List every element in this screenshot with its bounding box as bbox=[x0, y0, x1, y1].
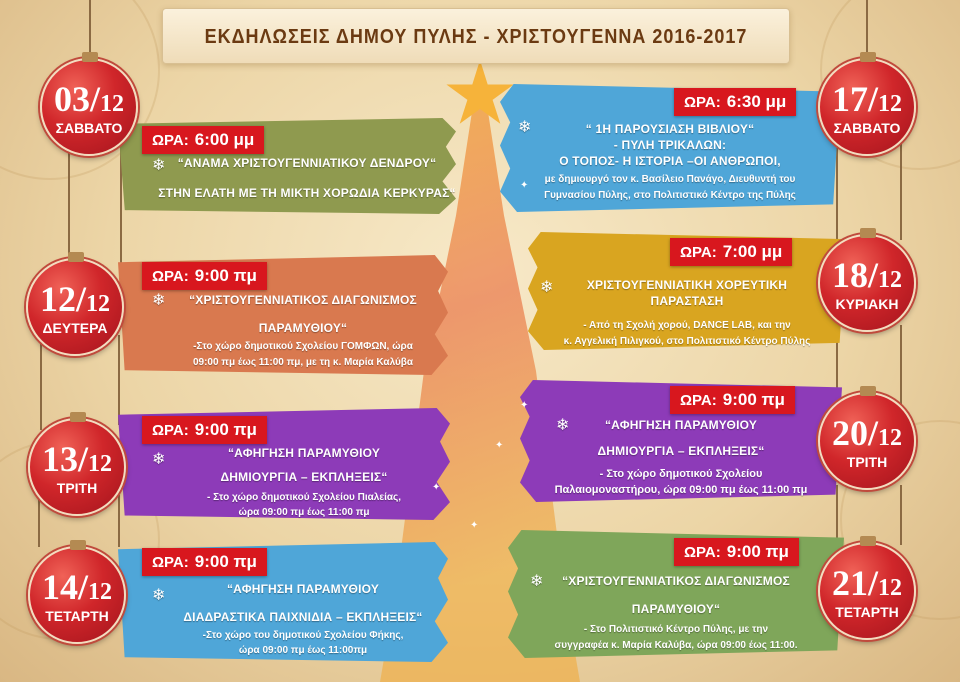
sparkle-icon: ✦ bbox=[470, 520, 479, 531]
snowflake-icon: ❄ bbox=[152, 587, 166, 604]
event-month: 12 bbox=[878, 425, 902, 451]
ornament-cap bbox=[82, 52, 98, 62]
event-title: ΠΑΡΑΜΥΘΙΟΥ“ bbox=[631, 602, 721, 616]
event-title: “ΧΡΙΣΤΟΥΓΕΝΝΙΑΤΙΚΟΣ ΔΙΑΓΩΝΙΣΜΟΣ bbox=[562, 574, 790, 588]
time-value: 9:00 πμ bbox=[722, 390, 785, 409]
snowflake-icon: ❄ bbox=[530, 573, 544, 590]
event-day: 20/ bbox=[831, 413, 878, 453]
time-badge bbox=[670, 386, 795, 414]
date-ornament bbox=[818, 58, 916, 156]
event-weekday: ΤΕΤΑΡΤΗ bbox=[45, 608, 109, 624]
event-details: -Στο χώρο δημοτικού Σχολείου ΓΟΜΦΩΝ, ώρα bbox=[193, 341, 413, 352]
event-date bbox=[820, 562, 914, 604]
event-month: 12 bbox=[86, 291, 110, 317]
ornament-string bbox=[68, 150, 70, 262]
event-date bbox=[28, 278, 122, 320]
date-ornament bbox=[28, 546, 126, 644]
event-title: ΠΑΡΑΣΤΑΣΗ bbox=[650, 294, 724, 308]
event-details: κ. Αγγελική Πιλιγκού, στο Πολιτιστικό Κέντρο Πύλης bbox=[563, 336, 811, 347]
ornament-cap bbox=[860, 536, 876, 546]
page-title: ΕΚΔΗΛΩΣΕΙΣ ΔΗΜΟΥ ΠΥΛΗΣ - ΧΡΙΣΤΟΥΓΕΝΝΑ 2016-2017 bbox=[204, 23, 748, 47]
event-subtitle: Ο ΤΟΠΟΣ- Η ΙΣΤΟΡΙΑ –ΟΙ ΑΝΘΡΩΠΟΙ, bbox=[559, 154, 781, 168]
date-ornament bbox=[26, 258, 124, 356]
snowflake-icon: ❄ bbox=[152, 157, 166, 174]
time-label: ΩΡΑ: bbox=[152, 267, 189, 285]
time-value: 6:30 μμ bbox=[726, 92, 787, 111]
event-subtitle: - ΠΥΛΗ ΤΡΙΚΑΛΩΝ: bbox=[613, 138, 727, 152]
date-ornament bbox=[818, 542, 916, 640]
event-date bbox=[820, 412, 914, 454]
time-label: ΩΡΑ: bbox=[684, 543, 721, 561]
time-label: ΩΡΑ: bbox=[152, 131, 189, 149]
event-details: - Στο Πολιτιστικό Κέντρο Πύλης, με την bbox=[583, 624, 769, 635]
time-badge bbox=[142, 262, 267, 290]
date-ornament bbox=[818, 392, 916, 490]
time-value: 9:00 πμ bbox=[194, 420, 257, 439]
time-label: ΩΡΑ: bbox=[152, 553, 189, 571]
ornament-cap bbox=[860, 386, 876, 396]
event-day: 13/ bbox=[41, 439, 88, 479]
snowflake-icon: ❄ bbox=[152, 451, 166, 468]
event-month: 12 bbox=[88, 451, 112, 477]
event-title: “ΑΦΗΓΗΣΗ ΠΑΡΑΜΥΘΙΟΥ bbox=[226, 582, 380, 596]
event-weekday: ΤΕΤΑΡΤΗ bbox=[835, 604, 899, 620]
time-value: 7:00 μμ bbox=[722, 242, 783, 261]
event-month: 12 bbox=[878, 267, 902, 293]
time-badge bbox=[142, 126, 264, 154]
time-label: ΩΡΑ: bbox=[680, 391, 717, 409]
date-ornament bbox=[818, 234, 916, 332]
time-label: ΩΡΑ: bbox=[680, 243, 717, 261]
event-month: 12 bbox=[878, 91, 902, 117]
event-date bbox=[30, 566, 124, 608]
snowflake-icon: ❄ bbox=[152, 292, 166, 309]
date-ornament bbox=[28, 418, 126, 516]
event-day: 14/ bbox=[41, 567, 88, 607]
sparkle-icon: ✦ bbox=[520, 180, 529, 191]
event-title: ΣΤΗΝ ΕΛΑΤΗ ΜΕ ΤΗ ΜΙΚΤΗ ΧΟΡΩΔΙΑ ΚΕΡΚΥΡΑΣ“ bbox=[158, 186, 456, 200]
ornament-string bbox=[900, 140, 902, 240]
event-title: ΔΗΜΙΟΥΡΓΙΑ – ΕΚΠΛΗΞΕΙΣ“ bbox=[597, 444, 765, 458]
time-badge bbox=[670, 238, 792, 266]
event-weekday: ΣΑΒΒΑΤΟ bbox=[55, 120, 123, 136]
event-weekday: ΔΕΥΤΕΡΑ bbox=[42, 320, 108, 336]
event-title: “ΑΝΑΜΑ ΧΡΙΣΤΟΥΓΕΝΝΙΑΤΙΚΟΥ ΔΕΝΔΡΟΥ“ bbox=[177, 156, 437, 170]
event-title: “ΧΡΙΣΤΟΥΓΕΝΝΙΑΤΙΚΟΣ ΔΙΑΓΩΝΙΣΜΟΣ bbox=[189, 293, 417, 307]
event-date bbox=[42, 78, 136, 120]
ornament-string bbox=[89, 0, 91, 60]
event-title: ΠΑΡΑΜΥΘΙΟΥ“ bbox=[258, 321, 348, 335]
event-title: “ 1Η ΠΑΡΟΥΣΙΑΣΗ ΒΙΒΛΙΟΥ“ bbox=[585, 122, 755, 136]
time-value: 9:00 πμ bbox=[726, 542, 789, 561]
event-details: - Στο χώρο δημοτικού Σχολείου Πιαλείας, bbox=[206, 492, 402, 503]
event-details: - Από τη Σχολή χορού, DANCE LAB, και την bbox=[583, 320, 791, 331]
event-day: 18/ bbox=[831, 255, 878, 295]
event-details: - Στο χώρο δημοτικού Σχολείου bbox=[599, 468, 763, 480]
time-badge bbox=[674, 538, 799, 566]
event-details: ώρα 09:00 πμ έως 11:00πμ bbox=[238, 645, 368, 656]
time-value: 6:00 μμ bbox=[194, 130, 255, 149]
event-day: 03/ bbox=[53, 79, 100, 119]
ornament-cap bbox=[70, 412, 86, 422]
event-date bbox=[820, 78, 914, 120]
event-weekday: ΣΑΒΒΑΤΟ bbox=[833, 120, 901, 136]
sparkle-icon: ✦ bbox=[432, 482, 441, 493]
event-day: 21/ bbox=[831, 563, 878, 603]
time-value: 9:00 πμ bbox=[194, 552, 257, 571]
event-details: -Στο χώρο του δημοτικού Σχολείου Φήκης, bbox=[202, 630, 404, 641]
event-details: ώρα 09:00 πμ έως 11:00 πμ bbox=[238, 507, 370, 518]
ornament-string bbox=[38, 495, 40, 547]
event-month: 12 bbox=[878, 575, 902, 601]
snowflake-icon: ❄ bbox=[556, 417, 570, 434]
sparkle-icon: ✦ bbox=[520, 400, 529, 411]
event-title: ΔΗΜΙΟΥΡΓΙΑ – ΕΚΠΛΗΞΕΙΣ“ bbox=[220, 470, 388, 484]
event-title: ΔΙΑΔΡΑΣΤΙΚΑ ΠΑΙΧΝΙΔΙΑ – ΕΚΠΛΗΞΕΙΣ“ bbox=[183, 610, 423, 624]
event-details: Γυμνασίου Πύλης, στο Πολιτιστικό Κέντρο της Πύλης bbox=[544, 190, 796, 201]
event-details: συγγραφέα κ. Μαρία Καλύβα, ώρα 09:00 έως 11:00. bbox=[554, 640, 798, 651]
sparkle-icon: ✦ bbox=[495, 440, 504, 451]
ornament-string bbox=[900, 485, 902, 545]
ornament-cap bbox=[70, 540, 86, 550]
ornament-string bbox=[900, 325, 902, 405]
event-day: 12/ bbox=[39, 279, 86, 319]
time-badge bbox=[142, 548, 267, 576]
snowflake-icon: ❄ bbox=[518, 119, 532, 136]
event-title: ΧΡΙΣΤΟΥΓΕΝΝΙΑΤΙΚΗ ΧΟΡΕΥΤΙΚΗ bbox=[586, 278, 788, 292]
event-month: 12 bbox=[88, 579, 112, 605]
title-plate bbox=[162, 8, 790, 64]
event-day: 17/ bbox=[831, 79, 878, 119]
time-label: ΩΡΑ: bbox=[152, 421, 189, 439]
event-weekday: ΤΡΙΤΗ bbox=[56, 480, 98, 496]
ornament-cap bbox=[68, 252, 84, 262]
ornament-string bbox=[866, 0, 868, 55]
event-details: Παλαιομοναστήρου, ώρα 09:00 πμ έως 11:00 πμ bbox=[554, 484, 808, 496]
event-weekday: ΚΥΡΙΑΚΗ bbox=[835, 296, 899, 312]
time-label: ΩΡΑ: bbox=[684, 93, 721, 111]
ornament-string bbox=[40, 330, 42, 430]
ornament-cap bbox=[860, 228, 876, 238]
event-title: “ΑΦΗΓΗΣΗ ΠΑΡΑΜΥΘΙΟΥ bbox=[604, 418, 758, 432]
event-weekday: ΤΡΙΤΗ bbox=[846, 454, 888, 470]
event-title: “ΑΦΗΓΗΣΗ ΠΑΡΑΜΥΘΙΟΥ bbox=[227, 446, 381, 460]
event-details: 09:00 πμ έως 11:00 πμ, με τη κ. Μαρία Καλύβα bbox=[192, 357, 414, 368]
event-date bbox=[820, 254, 914, 296]
event-month: 12 bbox=[100, 91, 124, 117]
time-value: 9:00 πμ bbox=[194, 266, 257, 285]
snowflake-icon: ❄ bbox=[540, 279, 554, 296]
time-badge bbox=[142, 416, 267, 444]
time-badge bbox=[674, 88, 796, 116]
ornament-cap bbox=[860, 52, 876, 62]
event-details: με δημιουργό τον κ. Βασίλειο Πανάγο, Διευθυντή του bbox=[544, 174, 796, 185]
event-date bbox=[30, 438, 124, 480]
date-ornament bbox=[40, 58, 138, 156]
